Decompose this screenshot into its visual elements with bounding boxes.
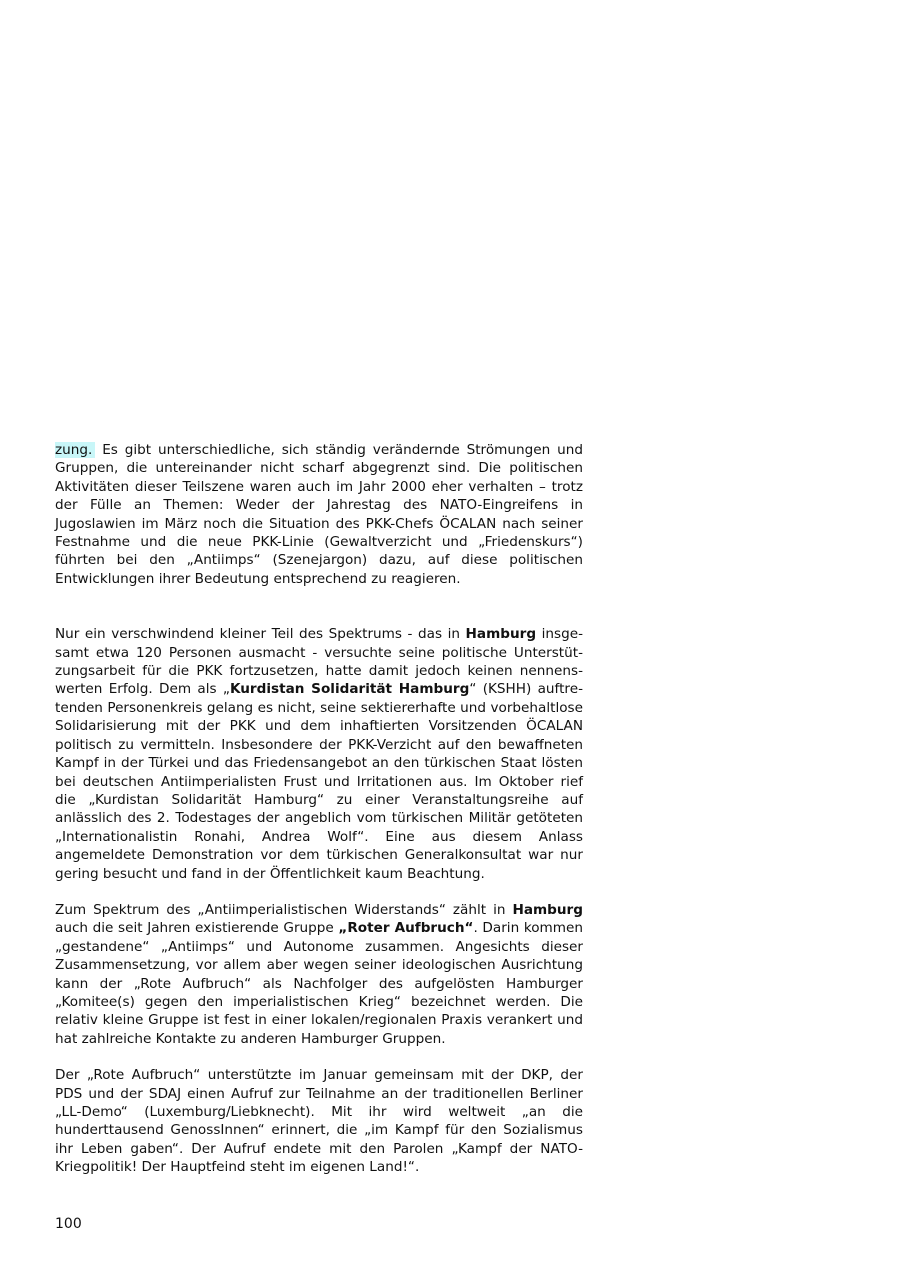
paragraph-4-text: Der „Rote Aufbruch“ unterstützte im Januar gemeinsam mit der DKP, der PDS und der SDAJ einen Aufruf zur Teilnahme an der traditionellen Berliner „LL-Demo“ (Luxemburg/Liebknecht). Mit ihr wird weltweit „an die hunderttausend GenossInnen“ erinnert, die „im Kampf für den Sozialismus ihr Leben gaben“. Der Aufruf endete mit den Parolen „Kampf der NATO-Kriegpolitik! Der Hauptfeind steht im eigenen Land!“. <box>55 1067 583 1176</box>
paragraph-2-text-c: “ (KSHH) auftretenden Personenkreis gelang es nicht, seine sektiererhafte und vorbehaltlose Solidarisierung mit der PKK und dem inhaftierten Vorsitzenden ÖCALAN politisch zu vermitteln. Insbesondere der PKK-Verzicht auf den bewaffneten Kampf in der Türkei und das Friedensangebot an den türkischen Staat lösten bei deutschen Antiimperialisten Frust und Irritationen aus. Im Oktober rief die „Kurdistan Solidarität Hamburg“ zu einer Veranstaltungsreihe auf anlässlich des 2. Todestages der angeblich vom türkischen Militär getöteten „Internationalistin Ronahi, Andrea Wolf“. Eine aus diesem Anlass angemeldete Demonstration vor dem türkischen Generalkonsultat war nur gering besucht und fand in der Öffentlichkeit kaum Beachtung. <box>55 681 583 882</box>
bold-roter-aufbruch: „Roter Aufbruch“ <box>338 920 474 937</box>
paragraph-1 <box>55 441 583 588</box>
text-column <box>55 441 583 1177</box>
paragraph-4 <box>55 1066 583 1176</box>
bold-kshh: Kurdistan Solidarität Hamburg <box>229 681 470 698</box>
bold-hamburg: Hamburg <box>465 626 537 643</box>
paragraph-2 <box>55 625 583 883</box>
paragraph-2-text-b: insgesamt etwa 120 Personen ausmacht - versuchte seine politische Unterstützungsarbeit für die PKK fortzusetzen, hatte damit jedoch keinen nennenswerten Erfolg. Dem als „ <box>55 626 583 698</box>
paragraph-2-text-a: Nur ein verschwindend kleiner Teil des Spektrums - das in <box>55 626 466 643</box>
paragraph-3-text-a: Zum Spektrum des „Antiimperialistischen Widerstands“ zählt in <box>55 901 513 918</box>
page-number: 100 <box>55 1216 82 1232</box>
paragraph-1-text: Es gibt unterschiedliche, sich ständig verändernde Strömungen und Gruppen, die untereinander nicht scharf abgegrenzt sind. Die politischen Aktivitäten dieser Teilszene waren auch im Jahr 2000 eher verhalten – trotz der Fülle an Themen: Weder der Jahrestag des NATO-Eingreifens in Jugoslawien im März noch die Situation des PKK-Chefs ÖCALAN nach seiner Festnahme und die neue PKK-Linie (Gewaltverzicht und „Friedenskurs“) führten bei den „Antiimps“ (Szenejargon) dazu, auf diese politischen Entwicklungen ihrer Bedeutung entsprechend zu reagieren. <box>55 442 583 587</box>
bold-hamburg-2: Hamburg <box>512 901 583 918</box>
paragraph-3-text-b: auch die seit Jahren existierende Gruppe <box>55 920 339 937</box>
highlighted-word: zung. <box>55 442 95 458</box>
paragraph-3 <box>55 901 583 1048</box>
paragraph-3-text-c: . Darin kommen „gestandene“ „Antiimps“ und Autonome zusammen. Angesichts dieser Zusammensetzung, vor allem aber wegen seiner ideologischen Ausrichtung kann der „Rote Aufbruch“ als Nachfolger des aufgelösten Hamburger „Komitee(s) gegen den imperialistischen Krieg“ bezeichnet werden. Die relativ kleine Gruppe ist fest in einer lokalen/regionalen Praxis verankert und hat zahlreiche Kontakte zu anderen Hamburger Gruppen. <box>55 920 583 1047</box>
